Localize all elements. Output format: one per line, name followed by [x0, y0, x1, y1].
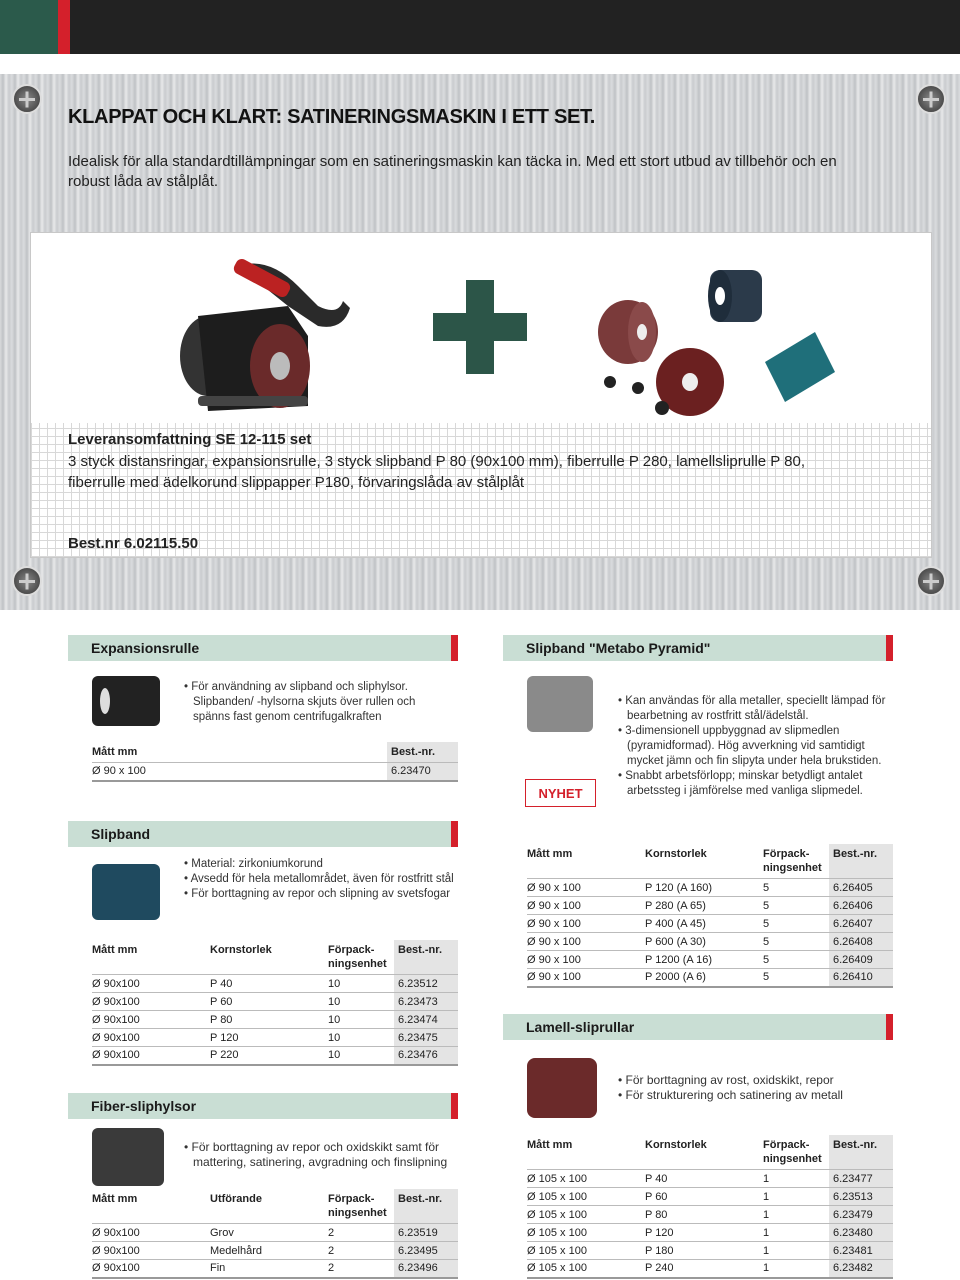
cell: Ø 90 x 100: [527, 879, 645, 897]
cell: P 60: [210, 993, 328, 1011]
slipband-bullets: [184, 857, 454, 902]
cell: Ø 90 x 100: [527, 933, 645, 951]
cell: Ø 105 x 100: [527, 1170, 645, 1188]
cell: 6.23479: [829, 1206, 893, 1224]
table-row: [92, 1047, 458, 1065]
bullet: • Avsedd för hela metallområdet, även för rostfritt stål: [184, 873, 454, 885]
table-row: [527, 1260, 893, 1278]
col-header: Mått mm: [92, 944, 138, 956]
cell: 1: [763, 1188, 829, 1206]
col-header: Best.-nr.: [387, 742, 458, 763]
set-contents-text: 3 styck distansringar, expansionsrulle, 3 styck slipband P 80 (90x100 mm), fiberrulle P 280, lamellsliprulle P 80, fiberrulle med ädelkorund slippapper P180, förvaringslåda av stålplåt: [68, 453, 806, 491]
lamell-roll-image: [527, 1058, 597, 1118]
section-header-slipband: [68, 821, 458, 847]
cell: P 240: [645, 1260, 763, 1278]
cell: 1: [763, 1224, 829, 1242]
table-row: [527, 969, 893, 987]
cell: P 220: [210, 1047, 328, 1065]
expansion-roll-image: [92, 676, 160, 726]
section-title: Expansionsrulle: [91, 640, 200, 656]
cell: Ø 90 x 100: [527, 897, 645, 915]
cell: 6.23482: [829, 1260, 893, 1278]
cell: 6.26410: [829, 969, 893, 987]
cell: Ø 90 x 100: [92, 763, 387, 781]
cell: 10: [328, 993, 394, 1011]
section-header-fiber: [68, 1093, 458, 1119]
bullet-text: Snabbt arbetsförlopp; minskar betydligt antalet arbetssteg i jämförelse med vanliga slipmedel.: [625, 770, 863, 797]
cell: 10: [328, 1029, 394, 1047]
cell: Ø 90x100: [92, 1260, 210, 1278]
section-header-expansionsrulle: [68, 635, 458, 661]
cell: 6.26405: [829, 879, 893, 897]
accessory-rolls-image: [590, 262, 840, 422]
cell: P 400 (A 45): [645, 915, 763, 933]
cell: 10: [328, 1011, 394, 1029]
cell: 1: [763, 1242, 829, 1260]
cell: 6.26408: [829, 933, 893, 951]
cell: 1: [763, 1206, 829, 1224]
slipband-image: [92, 864, 160, 920]
cell: P 1200 (A 16): [645, 951, 763, 969]
col-header: Förpack-ningsenhet: [763, 1139, 822, 1165]
bullet-text: Avsedd för hela metallområdet, även för rostfritt stål: [190, 873, 454, 885]
cell: 5: [763, 969, 829, 987]
cell: P 120: [645, 1224, 763, 1242]
cell: P 80: [645, 1206, 763, 1224]
table-row: [527, 1206, 893, 1224]
cell: 6.23513: [829, 1188, 893, 1206]
bullet-text: 3-dimensionell uppbyggnad av slipmedlen (pyramidformad). Hög avverkning vid samtidigt mycket jämn och fin slipyta under hela brukstiden.: [625, 725, 882, 767]
intro-text: Idealisk för alla standardtillämpningar som en satineringsmaskin kan täcka in. Med ett stort utbud av tillbehör och en robust låda av stålplåt.: [68, 153, 837, 190]
col-header: Mått mm: [92, 1193, 138, 1205]
satining-machine-image: [168, 246, 352, 430]
pyramid-table: [527, 844, 893, 988]
new-badge: NYHET: [525, 779, 596, 807]
table-row: [527, 915, 893, 933]
section-header-pyramid: [503, 635, 893, 661]
fiber-sleeve-image: [92, 1128, 164, 1186]
set-contents-title: Leveransomfattning SE 12-115 set: [68, 431, 312, 448]
brand-green-block: [0, 0, 58, 54]
cell: 6.23496: [394, 1260, 458, 1278]
cell: 6.23473: [394, 993, 458, 1011]
cell: 5: [763, 879, 829, 897]
table-row: [92, 975, 458, 993]
page-title: KLAPPAT OCH KLART: SATINERINGSMASKIN I ETT SET.: [68, 106, 596, 128]
bullet-text: För användning av slipband och sliphylsor. Slipbanden/ -hylsorna skjuts över rullen och spänns fast genom centrifugalkraften: [191, 681, 416, 723]
bullet-text: För borttagning av rost, oxidskikt, repor: [625, 1073, 834, 1087]
col-header: Förpack-ningsenhet: [328, 1193, 387, 1219]
cell: Ø 105 x 100: [527, 1242, 645, 1260]
screw-icon: [12, 84, 42, 114]
cell: P 40: [645, 1170, 763, 1188]
cell: 2: [328, 1260, 394, 1278]
col-header: Förpack-ningsenhet: [763, 848, 822, 874]
cell: Ø 105 x 100: [527, 1188, 645, 1206]
cell: 6.26407: [829, 915, 893, 933]
table-row: [92, 763, 458, 781]
cell: Ø 90x100: [92, 1029, 210, 1047]
col-header: Förpack-ningsenhet: [328, 944, 387, 970]
col-header: Kornstorlek: [645, 1139, 707, 1151]
cell: 2: [328, 1224, 394, 1242]
cell: Ø 90x100: [92, 975, 210, 993]
bullet-text: Material: zirkoniumkorund: [191, 858, 323, 870]
cell: Ø 90 x 100: [527, 915, 645, 933]
cell: 6.26406: [829, 897, 893, 915]
table-row: [92, 1224, 458, 1242]
bullet: • 3-dimensionell uppbyggnad av slipmedlen (pyramidformad). Hög avverkning vid samtidigt mycket jämn och fin slipyta under hela brukstiden.: [618, 725, 882, 767]
screw-icon: [916, 566, 946, 596]
table-row: [527, 1224, 893, 1242]
table-row: [527, 1170, 893, 1188]
cell: 6.23470: [387, 763, 458, 781]
cell: 5: [763, 897, 829, 915]
table-row: [527, 897, 893, 915]
cell: Grov: [210, 1224, 328, 1242]
cell: 5: [763, 915, 829, 933]
fiber-bullets: [184, 1140, 459, 1170]
cell: 6.23475: [394, 1029, 458, 1047]
bullet-text: För strukturering och satinering av metall: [625, 1088, 843, 1102]
col-header: Mått mm: [527, 1139, 573, 1151]
col-header: Kornstorlek: [645, 848, 707, 860]
col-header: Best.-nr.: [829, 844, 893, 879]
cell: Ø 105 x 100: [527, 1260, 645, 1278]
cell: 10: [328, 1047, 394, 1065]
cell: P 2000 (A 6): [645, 969, 763, 987]
cell: P 600 (A 30): [645, 933, 763, 951]
cell: Ø 90x100: [92, 993, 210, 1011]
section-title: Slipband: [91, 826, 151, 842]
cell: Fin: [210, 1260, 328, 1278]
bullet: • För borttagning av repor och slipning av svetsfogar: [184, 888, 451, 900]
bullet: • Snabbt arbetsförlopp; minskar betydligt antalet arbetssteg i jämförelse med vanliga slipmedel.: [618, 770, 863, 797]
cell: 2: [328, 1242, 394, 1260]
cell: Ø 90 x 100: [527, 951, 645, 969]
col-header: Kornstorlek: [210, 944, 272, 956]
cell: 5: [763, 933, 829, 951]
table-row: [92, 1242, 458, 1260]
lamell-table: [527, 1135, 893, 1279]
col-header: Mått mm: [527, 848, 573, 860]
table-row: [92, 1011, 458, 1029]
section-header-lamell: [503, 1014, 893, 1040]
section-title: Slipband "Metabo Pyramid": [526, 640, 711, 656]
cell: Medelhård: [210, 1242, 328, 1260]
cell: 6.23481: [829, 1242, 893, 1260]
cell: 6.23476: [394, 1047, 458, 1065]
expansion-bullets: [184, 680, 454, 725]
red-marker: [886, 1014, 893, 1040]
fiber-table: [92, 1189, 458, 1279]
cell: P 280 (A 65): [645, 897, 763, 915]
expansion-table: [92, 742, 458, 782]
bullet-text: För borttagning av repor och oxidskikt samt för mattering, satinering, avgradning och finslipning: [191, 1140, 448, 1169]
cell: 6.23477: [829, 1170, 893, 1188]
set-order-number: Best.nr 6.02115.50: [68, 535, 199, 552]
bullet: • Kan användas för alla metaller, speciellt lämpad för bearbetning av rostfritt stål/ädelstål.: [618, 695, 886, 722]
col-header: Mått mm: [92, 746, 138, 758]
bullet: • För borttagning av repor och oxidskikt samt för mattering, satinering, avgradning och finslipning: [184, 1140, 448, 1169]
slipband-table: [92, 940, 458, 1066]
cell: Ø 90 x 100: [527, 969, 645, 987]
table-row: [527, 951, 893, 969]
cell: P 80: [210, 1011, 328, 1029]
table-row: [527, 933, 893, 951]
section-title: Lamell-sliprullar: [526, 1019, 635, 1035]
cell: Ø 90x100: [92, 1047, 210, 1065]
cell: 1: [763, 1170, 829, 1188]
col-header: Best.-nr.: [394, 940, 458, 975]
plus-icon-bar: [433, 313, 527, 341]
table-row: [527, 1242, 893, 1260]
table-row: [527, 879, 893, 897]
section-title: Fiber-sliphylsor: [91, 1098, 197, 1114]
bullet: • För strukturering och satinering av metall: [618, 1088, 843, 1102]
cell: P 40: [210, 975, 328, 993]
col-header: Best.-nr.: [394, 1189, 458, 1224]
table-row: [92, 1029, 458, 1047]
bullet: • För borttagning av rost, oxidskikt, repor: [618, 1073, 834, 1087]
cell: 6.23519: [394, 1224, 458, 1242]
cell: 10: [328, 975, 394, 993]
cell: 6.23512: [394, 975, 458, 993]
bullet: • För användning av slipband och sliphylsor. Slipbanden/ -hylsorna skjuts över rullen och spänns fast genom centrifugalkraften: [184, 681, 416, 723]
cell: 6.26409: [829, 951, 893, 969]
red-marker: [886, 635, 893, 661]
bullet-text: Kan användas för alla metaller, speciellt lämpad för bearbetning av rostfritt stål/ädelstål.: [625, 695, 886, 722]
roll-hole: [96, 684, 114, 718]
cell: 6.23480: [829, 1224, 893, 1242]
screw-icon: [916, 84, 946, 114]
red-marker: [451, 821, 458, 847]
cell: P 60: [645, 1188, 763, 1206]
cell: P 120 (A 160): [645, 879, 763, 897]
table-row: [92, 993, 458, 1011]
cell: 1: [763, 1260, 829, 1278]
brand-red-stripe: [58, 0, 70, 54]
cell: 5: [763, 951, 829, 969]
cell: Ø 90x100: [92, 1224, 210, 1242]
table-row: [92, 1260, 458, 1278]
cell: 6.23495: [394, 1242, 458, 1260]
bullet-text: För borttagning av repor och slipning av svetsfogar: [191, 888, 451, 900]
cell: Ø 90x100: [92, 1011, 210, 1029]
pyramid-bullets: [618, 694, 893, 799]
cell: Ø 105 x 100: [527, 1206, 645, 1224]
cell: Ø 90x100: [92, 1242, 210, 1260]
col-header: Best.-nr.: [829, 1135, 893, 1170]
red-marker: [451, 635, 458, 661]
lamell-bullets: [618, 1073, 893, 1103]
screw-icon: [12, 566, 42, 596]
red-marker: [451, 1093, 458, 1119]
bullet: • Material: zirkoniumkorund: [184, 858, 323, 870]
cell: P 120: [210, 1029, 328, 1047]
pyramid-band-image: [527, 676, 593, 732]
col-header: Utförande: [210, 1193, 262, 1205]
cell: 6.23474: [394, 1011, 458, 1029]
cell: P 180: [645, 1242, 763, 1260]
cell: Ø 105 x 100: [527, 1224, 645, 1242]
top-bar: [0, 0, 960, 54]
table-row: [527, 1188, 893, 1206]
